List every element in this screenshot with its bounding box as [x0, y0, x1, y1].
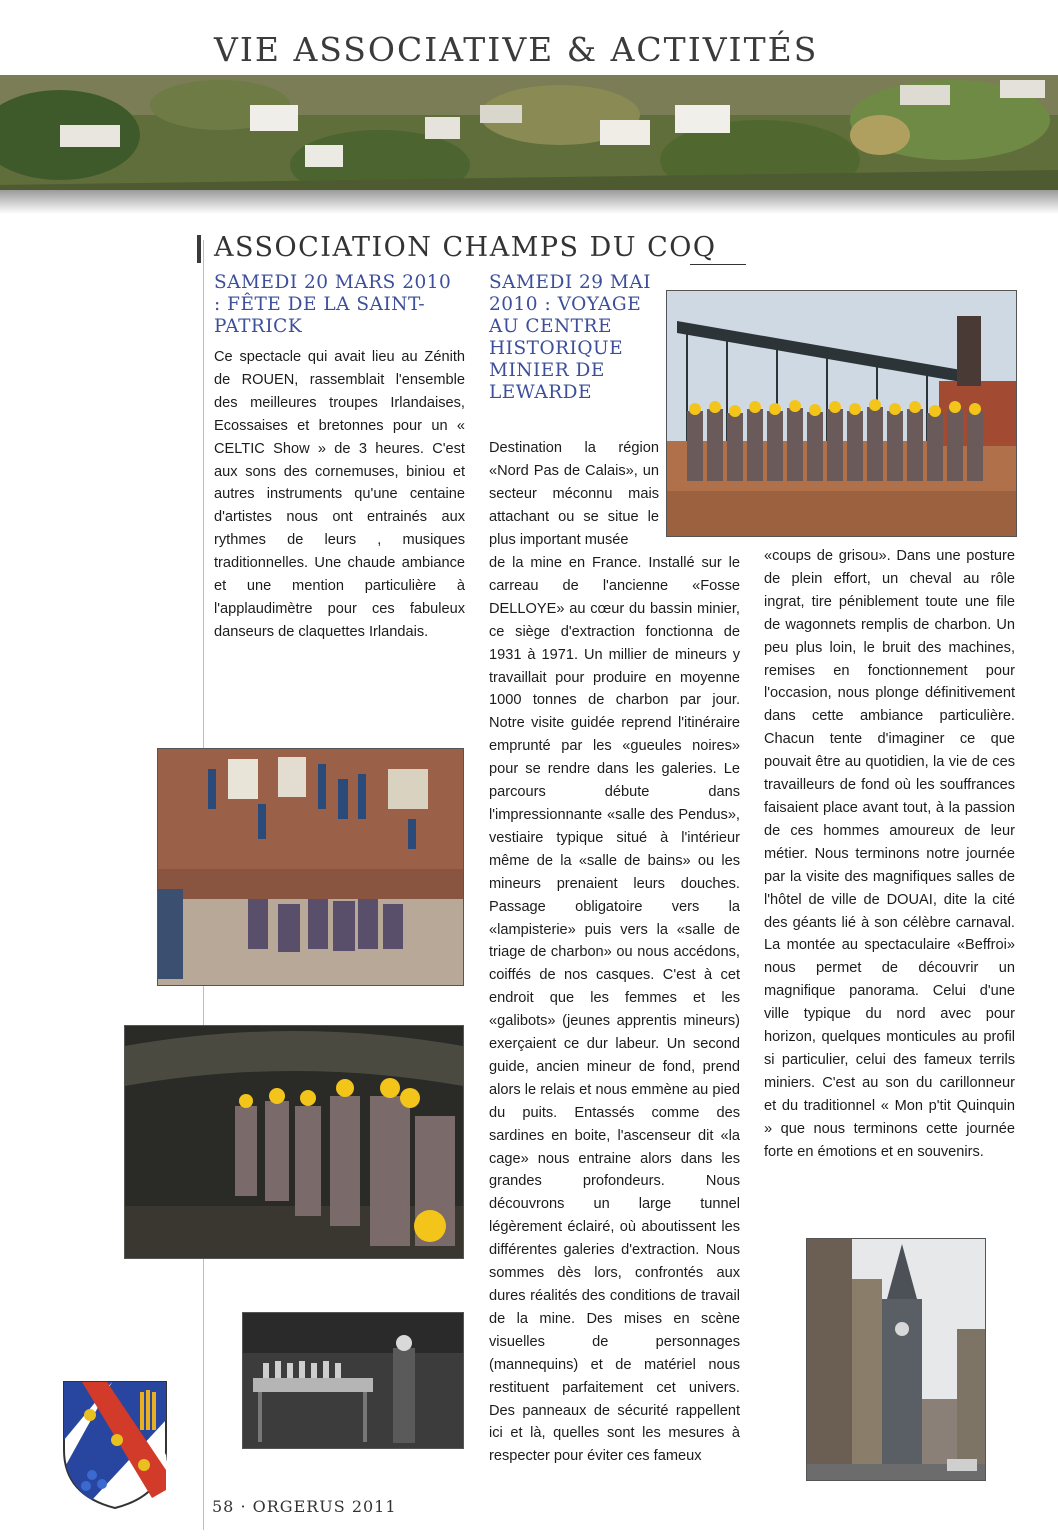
aerial-banner-photo [0, 75, 1058, 190]
heading-lewarde: SAMEDI 29 MAI 2010 : VOYAGE AU CENTRE HISTORIQUE MINIER DE LEWARDE [489, 272, 652, 403]
body-lewarde: de la mine en France. Installé sur le carreau de l'ancienne «Fosse DELLOYE» au cœur du bassin minier, ce siège d'extraction fonctionna de 1931 à 1971. Un millier de mineurs y travaillait pour produire en moyenne 1000 tonnes de charbon par jour. Notre visite guidée reprend l'itinéraire emprunté par les «gueules noires» pour se rendre dans les galeries. Le parcours débute dans l'impressionnante «salle des Pendus», vestiaire typique situé à l'intérieur même de la «salle de bains» ou les mineurs prenaient leurs douches. Passage obligatoire vers la «lampisterie» puis vers la «salle de triage de charbon» ou nous accédons, coiffés de nos casques. C'est à cet endroit que les femmes et les «galibots» (jeunes apprentis mineurs) exerçaient ce dur labeur. Un second guide, ancien mineur de fond, prend alors le relais et nous emmène au pied du puits. Entassés comme des sardines en boite, l'ascenseur dit «la cage» nous entraine alors dans les grandes profondeurs. Nous découvrons un large tunnel légèrement éclairé, où aboutissent les différentes galeries d'extraction. Nous sommes dès lors, confrontés aux dures réalités des conditions de travail de la mine. Des mises en scène visuelles de personnages (mannequins) et de matériel nous restituent parfaitement cet univers. Des panneaux de sécurité rappellent ici et là, quelles sont les mesures à respecter pour éviter ces fameux [489, 555, 740, 1465]
photo-salle-des-pendus [157, 748, 464, 986]
title-underline [690, 264, 746, 265]
coat-of-arms [62, 1380, 168, 1510]
body-lewarde-intro: Destination la région «Nord Pas de Calais», un secteur méconnu mais attachant ou se situe le plus important musée [489, 440, 659, 548]
body-douai: «coups de grisou». Dans une posture de plein effort, un cheval au rôle ingrat, tire péniblement toute une file de wagonnets remplis de charbon. Un peu plus loin, le bruit des machines, remises en fonctionnement pour l'occasion, nous plonge définitivement dans cette ambiance particulière. Chacun tente d'imaginer ce que pouvait être au quotidien, la vie de ces travailleurs de fond où les souffrances faisaient place avant tout, à la passion de ces hommes amoureux de leur métier. Nous terminons notre journée par la visite des magnifiques salles de l'hôtel de ville de DOUAI, dite la cité des géants lié à son célèbre carnaval. La montée au spectaculaire «Beffroi» nous permet de découvrir un magnifique panorama. Celui d'une ville typique du nord avec pour horizon, quelques monticules au profil si particulier, celui des fameux terrils miniers. C'est au son du carillonneur et du traditionnel « Mon p'tit Quinquin » que nous terminons cette journée forte en émotions et en souvenirs. [764, 548, 1015, 1160]
page-footer: 58 · ORGERUS 2011 [212, 1497, 397, 1516]
section-title: VIE ASSOCIATIVE & ACTIVITÉS [214, 30, 819, 69]
photo-underground-gallery [124, 1025, 464, 1259]
title-marker [197, 235, 201, 263]
photo-douai-belfry [806, 1238, 986, 1481]
group-photo-mine-site [666, 290, 1017, 537]
banner-shadow [0, 190, 1058, 214]
photo-lamp-room [242, 1312, 464, 1449]
heading-saint-patrick: SAMEDI 20 MARS 2010 : FÊTE DE LA SAINT-PATRICK [214, 272, 452, 337]
article-title: ASSOCIATION CHAMPS DU COQ [214, 232, 717, 263]
body-saint-patrick: Ce spectacle qui avait lieu au Zénith de ROUEN, rassemblait l'ensemble des meilleures troupes Irlandaises, Ecossaises et bretonnes pour un « CELTIC Show » de 3 heures. C'est aux sons des cornemuses, biniou et autres instruments qu'une centaine d'artistes nous ont entrainés aux rythmes de leurs , musiques traditionnelles. Une chaude ambiance et une mention particulière à l'applaudimètre pour ces fabuleux danseurs de claquettes Irlandais. [214, 349, 465, 640]
